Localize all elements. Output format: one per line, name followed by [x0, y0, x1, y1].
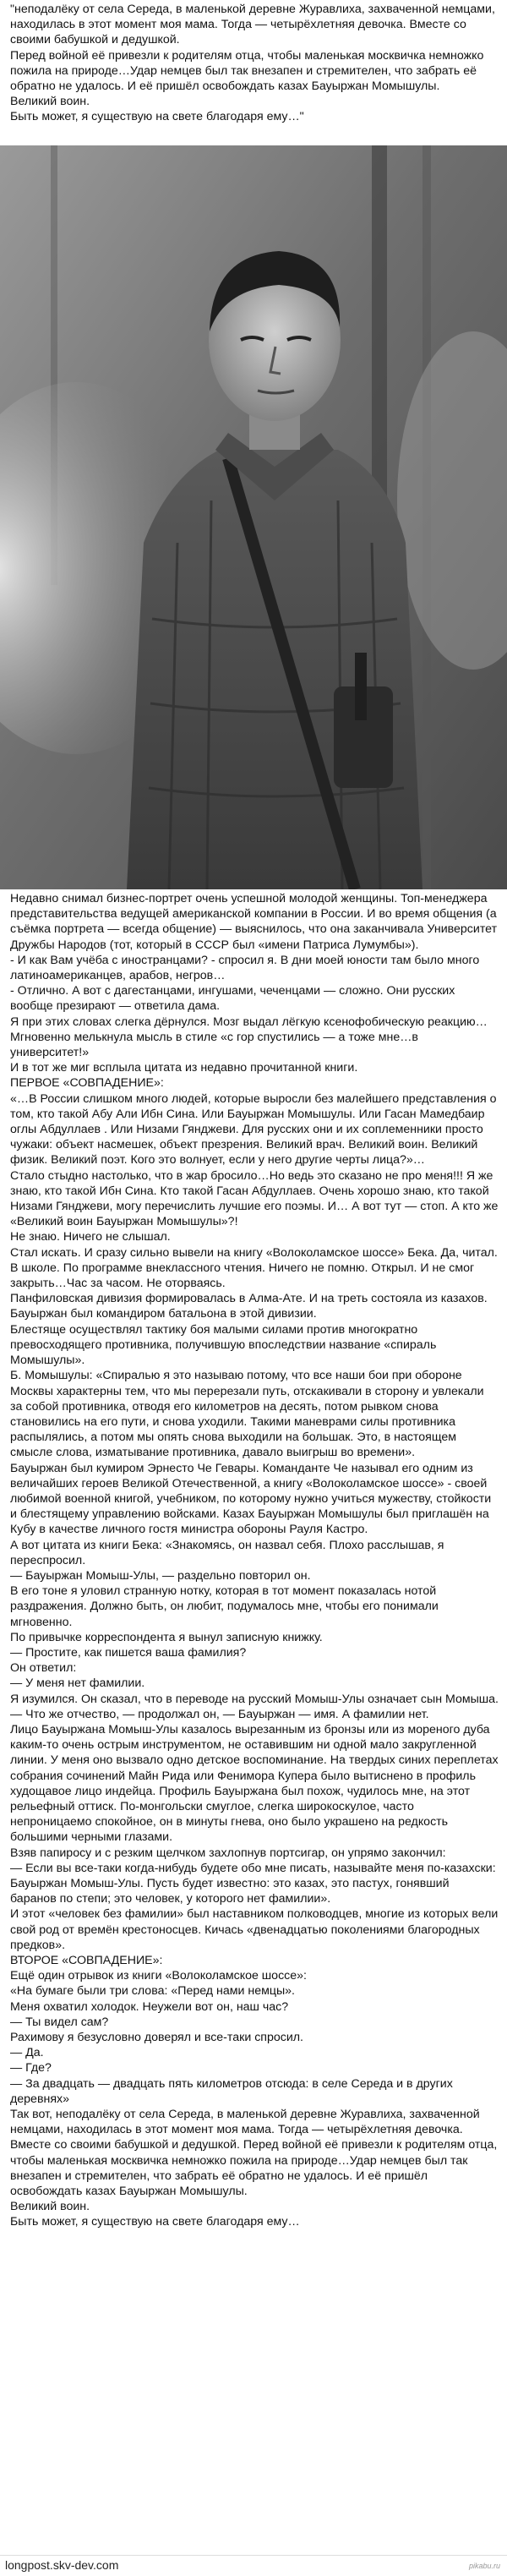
source-site-link[interactable]: longpost.skv-dev.com: [5, 2558, 119, 2572]
footer: [0, 2555, 507, 2576]
portrait-soldier-photo: [0, 145, 507, 889]
article-text: Недавно снимал бизнес-портрет очень успешной молодой женщины. Топ-менеджера представительства ведущей американской компании в России. И во время общения (а съёмка портрета — всегда общение) — выяснилось, что она заканчивала Университет Дружбы Народов (тот, который в СССР был «имени Патриса Лумумбы»). - И как Вам учёба с иностранцами? - спросил я. В дни моей юности там было много латиноамериканцев, арабов, негров… - Отлично. А вот с дагестанцами, ингушами, чеченцами — сложно. Они русских вообще презирают — ответила дама. Я при этих словах слегка дёрнулся. Мозг выдал лёгкую ксенофобическую реакцию… Мгновенно мелькнула мысль в стиле «с гор спустились — а тоже мне…в университет!» И в тот же миг всплыла цитата из недавно прочитанной книги. ПЕРВОЕ «СОВПАДЕНИЕ»: «…В России слишком много людей, которые выросли без малейшего представления о том, кто такой Абу Али Ибн Сина. Или Бауыржан Момышулы. Или Гасан Мамедбаир оглы Абдуллаев . Или Низами Гянджеви. Для русских они и их соплеменники просто чужаки: объект насмешек, объект презрения. Великий врач. Великий воин. Великий физик. Великий поэт. Кого это волнует, если у него другие черты лица?»… Стало стыдно настолько, что в жар бросило…Но ведь это сказано не про меня!!! Я же знаю, кто такой Ибн Сина. Кто такой Гасан Абдуллаев. Очень хорошо знаю, кто такой Низами Гянджеви, могу перечислить лучшие его поэмы. И… А вот тут — стоп. А кто же «Великий воин Бауыржан Момышулы»?! Не знаю. Ничего не слышал. Стал искать. И сразу сильно вывели на книгу «Волоколамское шоссе» Бека. Да, читал. В школе. По программе внеклассного чтения. Ничего не помню. Открыл. И не смог закрыть…Час за часом. Не оторваясь. Панфиловская дивизия формировалась в Алма-Ате. И на треть состояла из казахов. Бауыржан был командиром батальона в этой дивизии. Блестяще осуществлял тактику боя малыми силами против многократно превосходящего противника, получившую впоследствии название «спираль Момышулы». Б. Момышулы: «Спиралью я это называю потому, что все наши бои при обороне Москвы характерны тем, что мы перерезали путь, отскакивали в сторону и увлекали за собой противника, отводя его километров на десять, потом рывком снова становились на его пути, и снова уходили. Такими маневрами силы противника распылялись, а потом мы опять снова выходили на большак. Это, в настоящем смысле слова, изматывание противника, давало выигрыш во времени». Бауыржан был кумиром Эрнесто Че Гевары. Команданте Че называл его одним из величайших героев Великой Отечественной, а книгу «Волоколамское шоссе» - своей любимой военной книгой, учебником, по которому нужно учиться мужеству, стойкости и блестящему управлению войсками. Казах Бауыржан Момышулы был приглашён на Кубу в качестве личного гостя министра обороны Рауля Кастро. А вот цитата из книги Бека: «Знакомясь, он назвал себя. Плохо расслышав, я переспросил. — Бауыржан Момыш-Улы, — раздельно повторил он. В его тоне я уловил странную нотку, которая в тот момент показалась нотой раздражения. Должно быть, он любит, подумалось мне, чтобы его понимали мгновенно. По привычке корреспондента я вынул записную книжку. — Простите, как пишется ваша фамилия? Он ответил: — У меня нет фамилии. Я изумился. Он сказал, что в переводе на русский Момыш-Улы означает сын Момыша. — Что же отчество, — продолжал он, — Бауыржан — имя. А фамилии нет. Лицо Бауыржана Момыш-Улы казалось вырезанным из бронзы или из мореного дуба каким-то очень острым инструментом, не оставившим ни одной мало закругленной линии. У меня оно вызвало одно детское воспоминание. На твердых синих переплетах собрания сочинений Майн Рида или Фенимора Купера было вытиснено в профиль худощавое лицо индейца. Профиль Бауыржана был похож, чудилось мне, на этот рельефный оттиск. По-монгольски смуглое, слегка широкоскулое, часто непроницаемо спокойное, он в минуты гнева, оно было украшено на редкость большими черными глазами. Взяв папиросу и с резким щелчком захлопнув портсигар, он упрямо закончил: — Если вы все-таки когда-нибудь будете обо мне писать, называйте меня по-казахски: Бауыржан Момыш-Улы. Пусть будет известно: это казах, это пастух, гонявший баранов по степи; это человек, у которого нет фамилии». И этот «человек без фамилии» был наставником полководцев, многие из которых вели свой род от времён крестоносцев. Кичась «двенадцатью поколениями благородных предков». ВТОРОЕ «СОВПАДЕНИЕ»: Ещё один отрывок из книги «Волоколамское шоссе»: «На бумаге были три слова: «Перед нами немцы». Меня охватил холодок. Неужели вот он, наш час? — Ты видел сам? Рахимову я безусловно доверял и все-таки спросил. — Да. — Где? — За двадцать — двадцать пять километров отсюда: в селе Середа и в других деревнях» Так вот, неподалёку от села Середа, в маленькой деревне Журавлиха, захваченной немцами, находилась в этот момент моя мама. Тогда — четырёхлетняя девочка. Вместе со своими бабушкой и дедушкой. Перед войной её привезли к родителям отца, чтобы маленькая москвичка немножко пожила на природе…Удар немцев был так внезапен и стремителен, что забрать её обратно не удалось. И её пришёл освобождать казах Бауыржан Момышулы. Великий воин. Быть может, я существую на свете благодаря ему…: [10, 892, 499, 2229]
intro-quote-text: "неподалёку от села Середа, в маленькой деревне Журавлиха, захваченной немцами, находилась в этот момент моя мама. Тогда — четырёхлетняя девочка. Вместе со своими бабушкой и дедушкой. Перед войной её привезли к родителям отца, чтобы маленькая москвичка немножко пожила на природе…Удар немцев был так внезапен и стремителен, что забрать её обратно не удалось. И её пришёл освобождать казах Бауыржан Момышулы. Великий воин. Быть может, я существую на свете благодаря ему…": [10, 3, 495, 124]
watermark: pikabu.ru: [468, 2562, 500, 2570]
